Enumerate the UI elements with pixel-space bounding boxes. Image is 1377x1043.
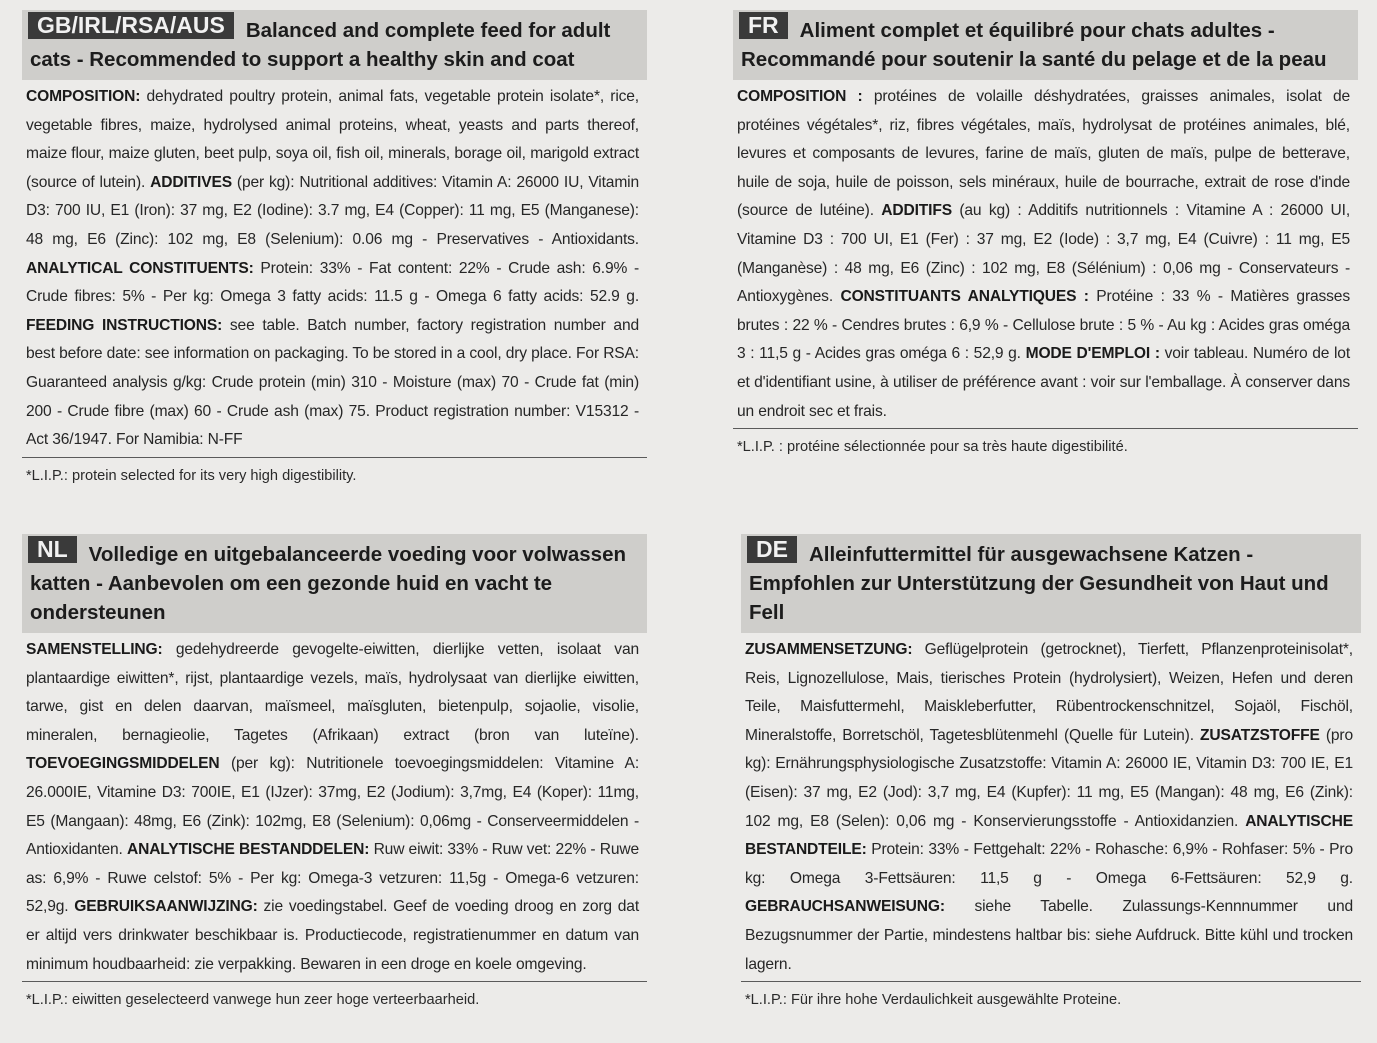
composition-text: protéines de volaille déshydratées, graisses animales, isolat de protéines végétales*, riz, fibres végétales, maïs, hydrolysat de protéines animales, blé, levures et composants de levures, farine de maïs, gluten de maïs, pulpe de betterave, huile de soja, huile de poisson, sels minéraux, huile de bourrache, extrait de rose d'inde (source de lutéine). [737,88,1350,220]
additives-label: ZUSATZSTOFFE [1200,726,1320,744]
section-title: Balanced and complete feed for adult cats - Recommended to support a healthy skin and coat [30,19,611,71]
feeding-label: GEBRUIKSAANWIJZING: [74,898,258,916]
composition-label: COMPOSITION : [737,88,863,105]
analytical-label: ANALYTISCHE BESTANDDELEN: [126,841,370,859]
analytical-label: ANALYTICAL CONSTITUENTS: [26,259,254,277]
section-fr [733,10,1358,457]
composition-label: ZUSAMMENSETZUNG: [745,641,913,658]
section-body [22,633,647,982]
analytical-label: CONSTITUANTS ANALYTIQUES : [840,288,1089,306]
additives-label: TOEVOEGINGSMIDDELEN [26,755,220,773]
additives-text: (au kg) : Additifs nutritionnels : Vitamine A : 26000 UI, Vitamine D3 : 700 UI, E1 (Fer) : 37 mg, E2 (Iode) : 3,7 mg, E4 (Cuivre) : 11 mg, E5 (Manganèse) : 48 mg, E6 (Zinc) : 102 mg, E8 (Sélénium) : 0,06 mg - Conservateurs - Antioxygènes. [737,202,1350,306]
section-body [741,633,1361,982]
composition-label: SAMENSTELLING: [26,641,163,658]
feeding-label: FEEDING INSTRUCTIONS: [26,316,223,334]
section-title: Alleinfuttermittel für ausgewachsene Katzen - Empfohlen zur Unterstützung der Gesundheit von Haut und Fell [749,543,1329,624]
section-header [22,10,647,80]
section-header [741,534,1361,633]
composition-text: dehydrated poultry protein, animal fats, vegetable protein isolate*, rice, vegetable fibres, maize, hydrolysed animal proteins, wheat, yeasts and parts thereof, maize flour, maize gluten, beet pulp, soya oil, fish oil, minerals, borage oil, marigold extract (source of lutein). [26,88,639,191]
language-code-badge: NL [28,536,77,563]
section-title: Volledige en uitgebalanceerde voeding voor volwassen katten - Aanbevolen om een gezonde huid en vacht te ondersteunen [30,543,626,624]
feeding-label: GEBRAUCHSANWEISUNG: [745,898,945,916]
feeding-text: zie voedingstabel. Geef de voeding droog en zorg dat er altijd vers drinkwater beschikbaar is. Productiecode, registratienummer en datum van minimum houdbaarheid: zie verpakking. Bewaren in een droge en koele omgeving. [26,898,639,973]
language-code-badge: FR [739,12,788,39]
feeding-text: voir tableau. Numéro de lot et d'identifiant usine, à utiliser de préférence avant : voir sur l'emballage. À conserver dans un endroit sec et frais. [737,345,1351,420]
section-de [741,534,1361,1010]
additives-text: (per kg): Nutritionele toevoegingsmiddelen: Vitamine A: 26.000IE, Vitamine D3: 700IE, E1 (IJzer): 37mg, E2 (Jodium): 3,7mg, E4 (Koper): 11mg, E5 (Mangaan): 48mg, E6 (Zink): 102mg, E8 (Selenium): 0,06mg - Conserveermiddelen - Antioxidanten. [26,755,639,859]
footnote: *L.I.P.: eiwitten geselecteerd vanwege hun zeer hoge verteerbaarheid. [26,992,480,1009]
language-code-badge: DE [747,536,797,563]
footnote: *L.I.P.: Für ihre hohe Verdaulichkeit ausgewählte Proteine. [745,992,1122,1009]
section-body [22,80,647,458]
footnote: *L.I.P. : protéine sélectionnée pour sa très haute digestibilité. [737,439,1128,456]
section-body [733,80,1358,429]
analytical-label: ANALYTISCHE BESTANDTEILE: [745,812,1353,859]
composition-text: gedehydreerde gevogelte-eiwitten, dierlijke vetten, isolaat van plantaardige eiwitten*, rijst, plantaardige vezels, maïs, hydrolysaat van dierlijke eiwitten, tarwe, gist en delen daarvan, maïsmeel, maïsgluten, bietenpulp, sojaolie, visolie, mineralen, bernagieolie, Tagetes (Afrikaan) extract (bron van luteïne). [26,641,639,744]
analytical-text: Protein: 33% - Fat content: 22% - Crude ash: 6.9% - Crude fibres: 5% - Per kg: Omega 3 fatty acids: 11.5 g - Omega 6 fatty acids: 52.9 g. [26,259,639,306]
analytical-text: Ruw eiwit: 33% - Ruw vet: 22% - Ruwe as: 6,9% - Ruwe celstof: 5% - Per kg: Omega-3 vetzuren: 11,5g - Omega-6 vetzuren: 52,9g. [26,841,639,916]
additives-label: ADDITIVES [150,173,232,191]
feeding-label: MODE D'EMPLOI : [1025,345,1160,363]
section-header [733,10,1358,80]
additives-label: ADDITIFS [881,202,952,220]
composition-label: COMPOSITION: [26,88,141,105]
section-nl [22,534,647,1010]
section-gb [22,10,647,486]
feeding-text: siehe Tabelle. Zulassungs-Kennnummer und Bezugsnummer der Partie, mindestens haltbar bis: siehe Aufdruck. Bitte kühl und trocken lagern. [745,898,1353,973]
analytical-text: Protein: 33% - Fettgehalt: 22% - Rohasche: 6,9% - Rohfaser: 5% - Pro kg: Omega 3-Fettsäuren: 11,5 g - Omega 6-Fettsäuren: 52,9 g. [745,841,1353,887]
analytical-text: Protéine : 33 % - Matières grasses brutes : 22 % - Cendres brutes : 6,9 % - Cellulose brute : 5 % - Au kg : Acides gras oméga 3 : 11,5 g - Acides gras oméga 6 : 52,9 g. [737,288,1350,363]
additives-text: (per kg): Nutritional additives: Vitamin A: 26000 IU, Vitamin D3: 700 IU, E1 (Iron): 37 mg, E2 (Iodine): 3.7 mg, E4 (Copper): 11 mg, E5 (Manganese): 48 mg, E6 (Zinc): 102 mg, E8 (Selenium): 0.06 mg - Preservatives - Antioxidants. [26,173,639,248]
section-title: Aliment complet et équilibré pour chats adultes - Recommandé pour soutenir la santé du pelage et de la peau [741,19,1327,71]
additives-text: (pro kg): Ernährungsphysiologische Zusatzstoffe: Vitamin A: 26000 IE, Vitamin D3: 700 IE, E1 (Eisen): 37 mg, E2 (Jod): 3,7 mg, E4 (Kupfer): 11 mg, E5 (Mangan): 48 mg, E6 (Zink): 102 mg, E8 (Selen): 0,06 mg - Konservierungsstoffe - Antioxidanzien. [745,726,1353,830]
feeding-text: see table. Batch number, factory registration number and best before date: see information on packaging. To be stored in a cool, dry place. For RSA: Guaranteed analysis g/kg: Crude protein (min) 310 - Moisture (max) 70 - Crude fat (min) 200 - Crude fibre (max) 60 - Crude ash (max) 75. Product registration number: V15312 - Act 36/1947. For Namibia: N-FF [26,316,639,449]
composition-text: Geflügelprotein (getrocknet), Tierfett, Pflanzenproteinisolat*, Reis, Lignozellulose, Mais, tierisches Protein (hydrolysiert), Weizen, Hefen und deren Teile, Maisfuttermehl, Maiskleberfutter, Rübentrockenschnitzel, Sojaöl, Fischöl, Mineralstoffe, Borretschöl, Tagetesblütenmehl (Quelle für Lutein). [745,641,1353,744]
language-code-badge: GB/IRL/RSA/AUS [28,12,234,39]
footnote: *L.I.P.: protein selected for its very high digestibility. [26,467,357,484]
section-header [22,534,647,633]
